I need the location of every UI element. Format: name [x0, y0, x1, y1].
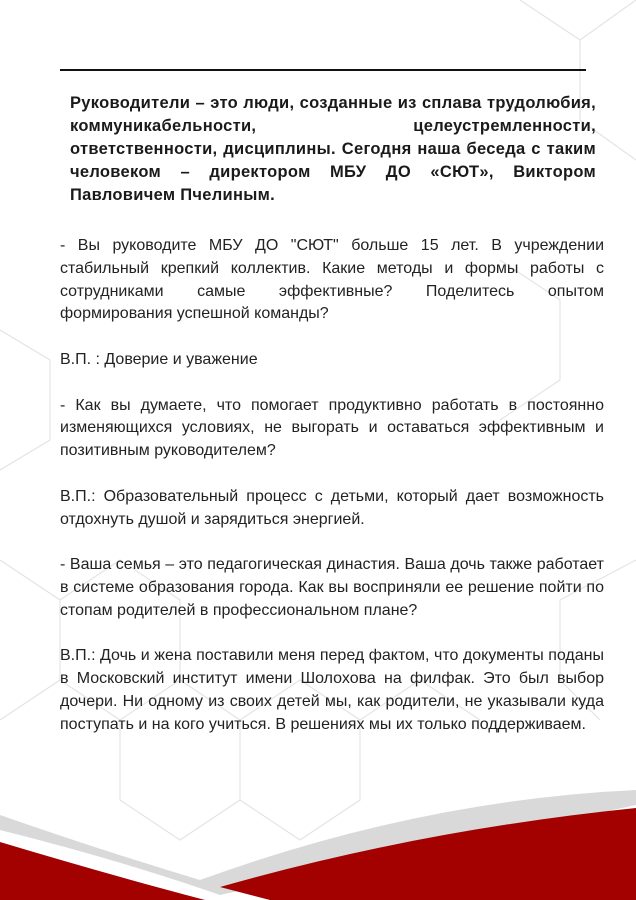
answer-paragraph: В.П. : Доверие и уважение — [60, 350, 258, 368]
answer-paragraph: В.П.: Дочь и жена поставили меня перед фактом, что документы поданы в Московский институт имени Шолохова на филфак. Это был выбор дочери. Ни одному из своих детей мы, как родители, не указывали куда поступать и на кого учиться. В решениях мы их только поддерживаем. — [60, 647, 604, 733]
question-paragraph: - Как вы думаете, что помогает продуктивно работать в постоянно изменяющихся условиях, не выгорать и оставаться эффективным и позитивным руководителем? — [60, 396, 604, 460]
top-divider — [60, 69, 586, 71]
question-paragraph: - Ваша семья – это педагогическая династия. Ваша дочь также работает в системе образования города. Как вы восприняли ее решение пойти по стопам родителей в профессиональном плане? — [60, 556, 604, 619]
interview-body — [60, 235, 604, 759]
question-paragraph: - Вы руководите МБУ ДО "СЮТ" больше 15 лет. В учреждении стабильный крепкий коллектив. Какие методы и формы работы с сотрудниками самые эффективные? Поделитесь опытом формирования успешной команды? — [60, 237, 604, 323]
article-lead: Руководители – это люди, созданные из сплава трудолюбия, коммуникабельности, целеустремленности, ответственности, дисциплины. Сегодня наша беседа с таким человеком – директором МБУ ДО «СЮТ», Виктором Павловичем Пчелиным. — [70, 94, 596, 204]
answer-paragraph: В.П.: Образовательный процесс с детьми, который дает возможность отдохнуть душой и зарядиться энергией. — [60, 487, 604, 528]
